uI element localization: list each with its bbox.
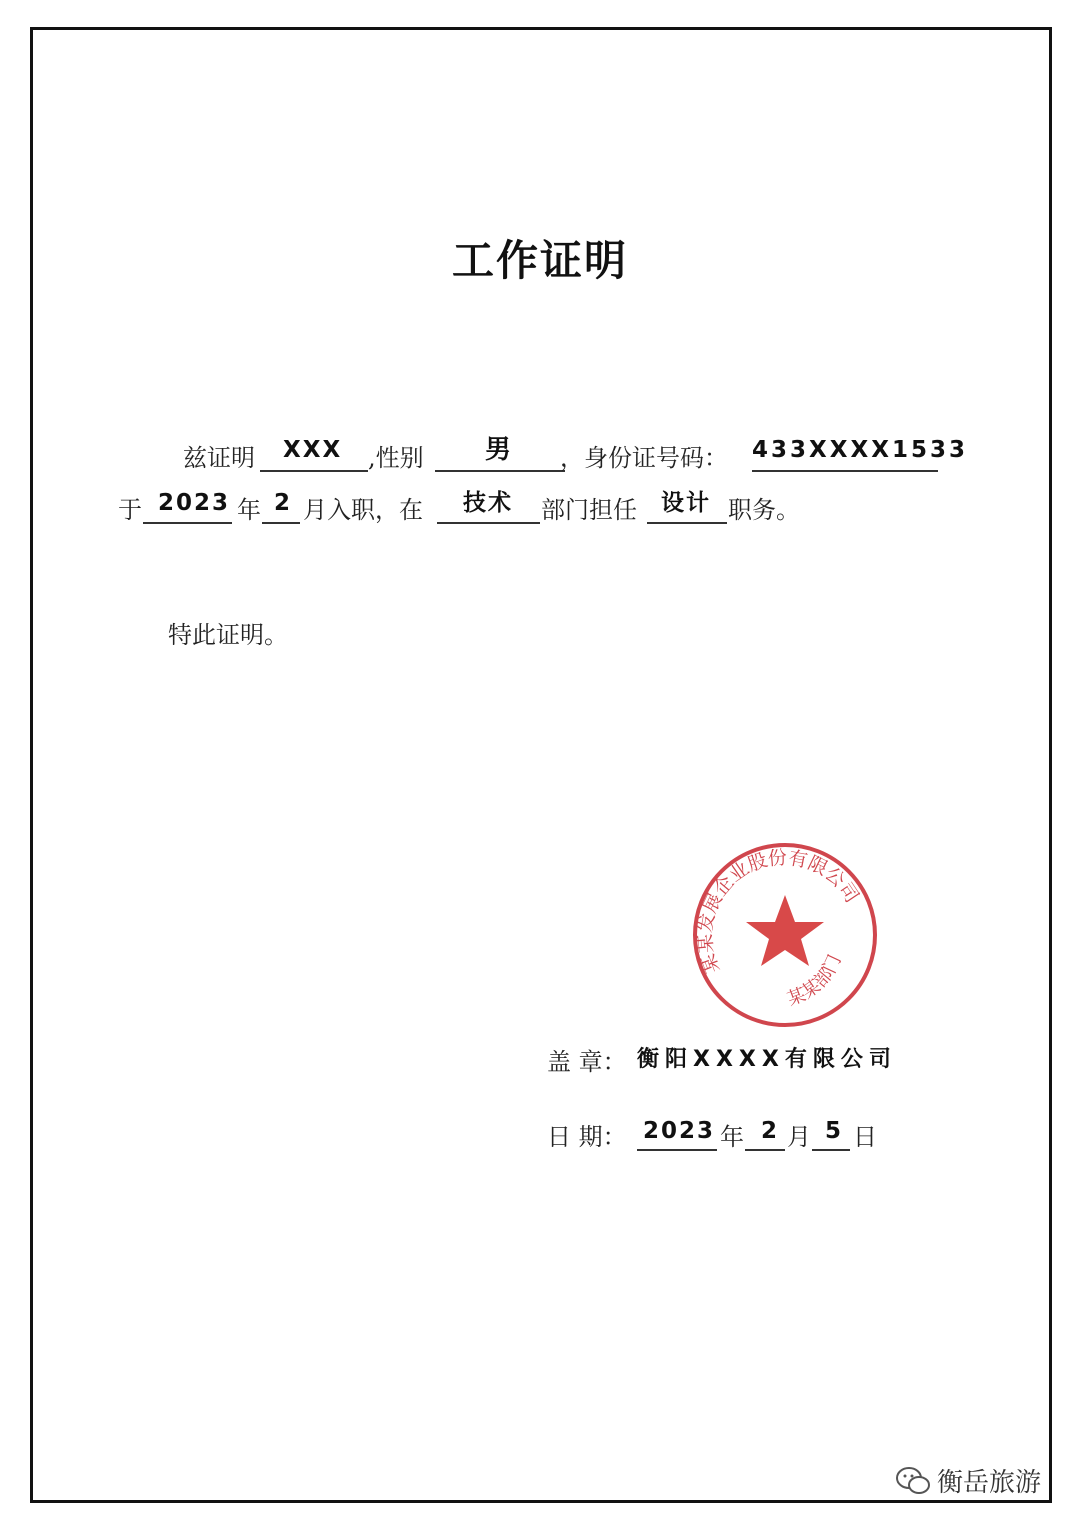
position-label: 职务。 [728, 496, 800, 524]
date-label: 日 期： [547, 1123, 627, 1151]
department-value: 技术 [463, 490, 513, 516]
year-value: 2023 [158, 490, 231, 516]
year-label: 年 [237, 496, 261, 524]
closing-text: 特此证明。 [168, 621, 288, 649]
month-underline [262, 522, 300, 524]
date-year: 2023 [643, 1118, 716, 1144]
wechat-icon [895, 1466, 931, 1496]
watermark-text: 衡岳旅游 [937, 1468, 1042, 1498]
month-label: 月入职，在 [303, 496, 423, 524]
month-value: 2 [274, 490, 293, 516]
date-month-label: 月 [787, 1123, 811, 1151]
date-day: 5 [825, 1118, 844, 1144]
id-value: 433XXXX1533 [752, 437, 968, 463]
stamp-star-icon [746, 895, 824, 966]
gender-underline [435, 470, 565, 472]
position-underline [647, 522, 727, 524]
department-underline [437, 522, 540, 524]
department-label: 部门担任 [541, 496, 637, 524]
stamp-ring-text: 某某发展企业股份有限公司 [694, 846, 863, 977]
position-value: 设计 [661, 490, 711, 516]
line2-prefix: 于 [118, 496, 142, 524]
document-title: 工作证明 [451, 236, 628, 285]
watermark [895, 1462, 1041, 1499]
date-month: 2 [761, 1118, 780, 1144]
name-value: XXX [283, 437, 343, 463]
company-stamp [690, 840, 880, 1030]
line1-prefix: 兹证明 [183, 444, 255, 472]
date-year-label: 年 [720, 1123, 744, 1151]
year-underline [143, 522, 232, 524]
date-day-underline [812, 1149, 850, 1151]
company-name: 衡阳XXXX有限公司 [637, 1047, 897, 1072]
date-month-underline [745, 1149, 785, 1151]
id-label: ，身份证号码： [560, 444, 728, 472]
gender-value: 男 [485, 435, 514, 465]
stamp-bottom-text: 某某部门 [784, 951, 846, 1011]
date-day-label: 日 [853, 1123, 877, 1151]
seal-label: 盖 章： [547, 1048, 627, 1076]
date-year-underline [637, 1149, 717, 1151]
gender-label: ,性别 [368, 444, 424, 472]
name-underline [260, 470, 368, 472]
id-underline [752, 470, 938, 472]
